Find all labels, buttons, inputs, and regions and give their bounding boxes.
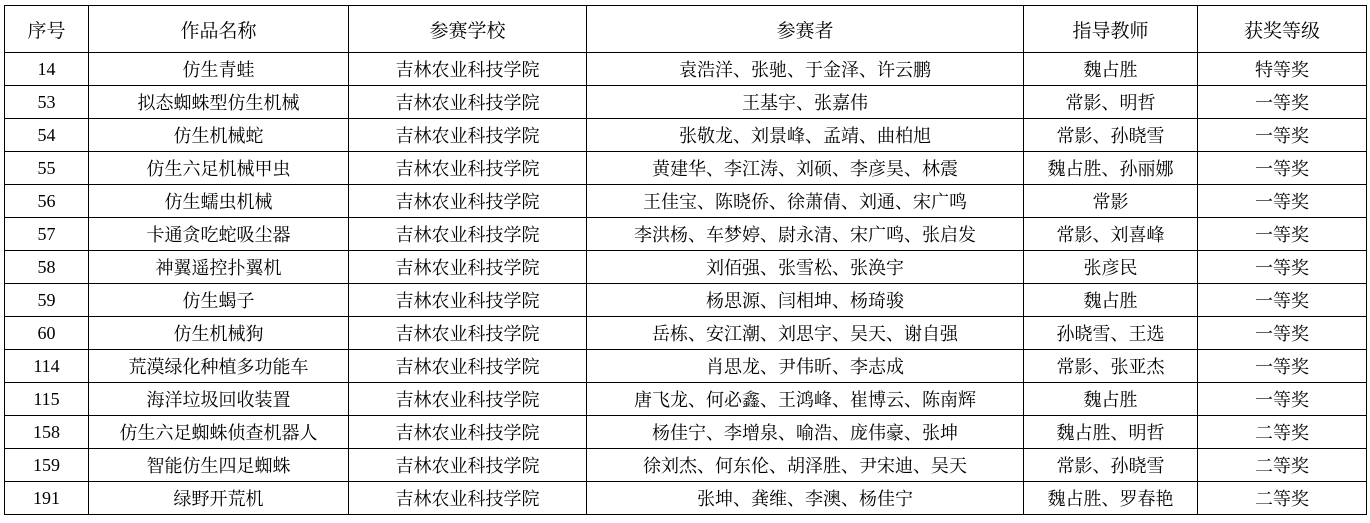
cell-work-title: 荒漠绿化种植多功能车 [89, 350, 349, 383]
cell-serial-number: 191 [5, 482, 89, 515]
cell-advisor: 常影、明哲 [1024, 86, 1198, 119]
cell-serial-number: 58 [5, 251, 89, 284]
cell-participants: 肖思龙、尹伟昕、李志成 [587, 350, 1024, 383]
cell-work-title: 拟态蜘蛛型仿生机械 [89, 86, 349, 119]
cell-school: 吉林农业科技学院 [349, 53, 587, 86]
cell-award-level: 一等奖 [1198, 383, 1367, 416]
cell-school: 吉林农业科技学院 [349, 482, 587, 515]
cell-advisor: 魏占胜 [1024, 284, 1198, 317]
cell-award-level: 一等奖 [1198, 119, 1367, 152]
cell-school: 吉林农业科技学院 [349, 350, 587, 383]
cell-school: 吉林农业科技学院 [349, 317, 587, 350]
cell-participants: 黄建华、李江涛、刘硕、李彦昊、林震 [587, 152, 1024, 185]
cell-award-level: 一等奖 [1198, 86, 1367, 119]
cell-participants: 刘佰强、张雪松、张涣宇 [587, 251, 1024, 284]
cell-award-level: 特等奖 [1198, 53, 1367, 86]
cell-award-level: 二等奖 [1198, 449, 1367, 482]
cell-award-level: 一等奖 [1198, 284, 1367, 317]
cell-serial-number: 57 [5, 218, 89, 251]
table-row [5, 152, 1367, 185]
cell-school: 吉林农业科技学院 [349, 449, 587, 482]
table-row [5, 86, 1367, 119]
table-row [5, 185, 1367, 218]
cell-work-title: 仿生机械狗 [89, 317, 349, 350]
cell-participants: 张坤、龚维、李澳、杨佳宁 [587, 482, 1024, 515]
cell-serial-number: 14 [5, 53, 89, 86]
cell-advisor: 常影、刘喜峰 [1024, 218, 1198, 251]
table-row [5, 251, 1367, 284]
cell-work-title: 智能仿生四足蜘蛛 [89, 449, 349, 482]
table-row [5, 317, 1367, 350]
cell-work-title: 海洋垃圾回收装置 [89, 383, 349, 416]
header-work-title: 作品名称 [89, 6, 349, 53]
cell-serial-number: 54 [5, 119, 89, 152]
cell-award-level: 一等奖 [1198, 317, 1367, 350]
cell-school: 吉林农业科技学院 [349, 251, 587, 284]
cell-advisor: 常影、张亚杰 [1024, 350, 1198, 383]
cell-award-level: 一等奖 [1198, 251, 1367, 284]
cell-school: 吉林农业科技学院 [349, 416, 587, 449]
header-participants: 参赛者 [587, 6, 1024, 53]
cell-advisor: 孙晓雪、王选 [1024, 317, 1198, 350]
cell-serial-number: 56 [5, 185, 89, 218]
cell-school: 吉林农业科技学院 [349, 383, 587, 416]
award-results-table [4, 5, 1367, 515]
cell-award-level: 二等奖 [1198, 482, 1367, 515]
cell-school: 吉林农业科技学院 [349, 119, 587, 152]
cell-participants: 岳栋、安江潮、刘思宇、吴天、谢自强 [587, 317, 1024, 350]
cell-participants: 张敬龙、刘景峰、孟靖、曲柏旭 [587, 119, 1024, 152]
cell-work-title: 绿野开荒机 [89, 482, 349, 515]
cell-school: 吉林农业科技学院 [349, 86, 587, 119]
header-award-level: 获奖等级 [1198, 6, 1367, 53]
cell-serial-number: 53 [5, 86, 89, 119]
cell-school: 吉林农业科技学院 [349, 152, 587, 185]
table-row [5, 449, 1367, 482]
cell-work-title: 仿生六足蜘蛛侦查机器人 [89, 416, 349, 449]
cell-advisor: 魏占胜、罗春艳 [1024, 482, 1198, 515]
cell-advisor: 常影、孙晓雪 [1024, 449, 1198, 482]
cell-work-title: 仿生青蛙 [89, 53, 349, 86]
cell-advisor: 魏占胜 [1024, 383, 1198, 416]
table-row [5, 284, 1367, 317]
cell-participants: 杨思源、闫相坤、杨琦骏 [587, 284, 1024, 317]
cell-serial-number: 60 [5, 317, 89, 350]
table-row [5, 53, 1367, 86]
cell-advisor: 魏占胜 [1024, 53, 1198, 86]
cell-participants: 王基宇、张嘉伟 [587, 86, 1024, 119]
table-row [5, 416, 1367, 449]
cell-work-title: 仿生六足机械甲虫 [89, 152, 349, 185]
cell-participants: 唐飞龙、何必鑫、王鸿峰、崔博云、陈南辉 [587, 383, 1024, 416]
cell-participants: 徐刘杰、何东伦、胡泽胜、尹宋迪、吴天 [587, 449, 1024, 482]
cell-work-title: 仿生蠕虫机械 [89, 185, 349, 218]
cell-advisor: 常影、孙晓雪 [1024, 119, 1198, 152]
cell-participants: 袁浩洋、张驰、于金泽、许云鹏 [587, 53, 1024, 86]
cell-school: 吉林农业科技学院 [349, 218, 587, 251]
cell-advisor: 魏占胜、孙丽娜 [1024, 152, 1198, 185]
cell-serial-number: 114 [5, 350, 89, 383]
cell-award-level: 一等奖 [1198, 218, 1367, 251]
header-serial-number: 序号 [5, 6, 89, 53]
table-row [5, 350, 1367, 383]
cell-award-level: 二等奖 [1198, 416, 1367, 449]
cell-participants: 李洪杨、车梦婷、尉永清、宋广鸣、张启发 [587, 218, 1024, 251]
table-row [5, 482, 1367, 515]
cell-serial-number: 55 [5, 152, 89, 185]
table-row [5, 119, 1367, 152]
cell-award-level: 一等奖 [1198, 185, 1367, 218]
cell-participants: 王佳宝、陈晓侨、徐萧倩、刘通、宋广鸣 [587, 185, 1024, 218]
cell-award-level: 一等奖 [1198, 152, 1367, 185]
cell-school: 吉林农业科技学院 [349, 284, 587, 317]
cell-award-level: 一等奖 [1198, 350, 1367, 383]
cell-serial-number: 159 [5, 449, 89, 482]
cell-work-title: 仿生蝎子 [89, 284, 349, 317]
cell-serial-number: 59 [5, 284, 89, 317]
cell-serial-number: 115 [5, 383, 89, 416]
table-header-row [5, 6, 1367, 53]
cell-advisor: 常影 [1024, 185, 1198, 218]
cell-work-title: 仿生机械蛇 [89, 119, 349, 152]
cell-school: 吉林农业科技学院 [349, 185, 587, 218]
cell-work-title: 神翼遥控扑翼机 [89, 251, 349, 284]
cell-work-title: 卡通贪吃蛇吸尘器 [89, 218, 349, 251]
table-row [5, 218, 1367, 251]
header-school: 参赛学校 [349, 6, 587, 53]
header-advisor: 指导教师 [1024, 6, 1198, 53]
cell-serial-number: 158 [5, 416, 89, 449]
cell-advisor: 张彦民 [1024, 251, 1198, 284]
cell-participants: 杨佳宁、李增泉、喻浩、庞伟豪、张坤 [587, 416, 1024, 449]
table-body [5, 53, 1367, 515]
table-row [5, 383, 1367, 416]
cell-advisor: 魏占胜、明哲 [1024, 416, 1198, 449]
